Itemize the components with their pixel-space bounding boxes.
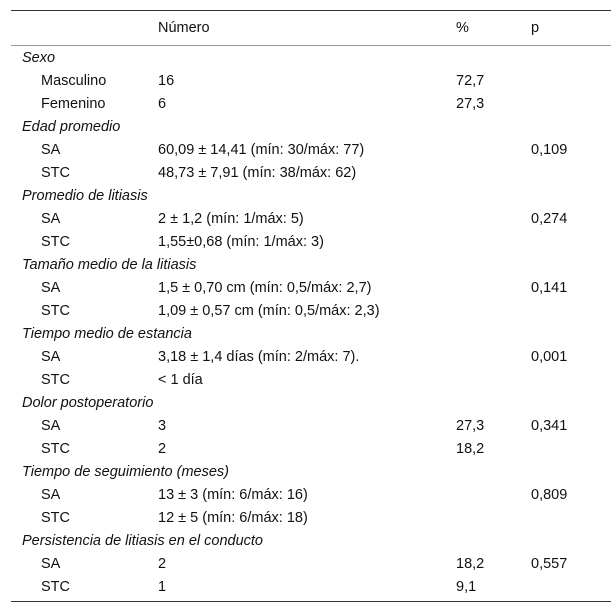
row-numero: 1,5 ± 0,70 cm (mín: 0,5/máx: 2,7): [158, 280, 372, 296]
row-label: STC: [41, 372, 70, 388]
row-p-value: 0,809: [531, 487, 568, 503]
header-numero: Número: [158, 20, 210, 36]
row-percent: 72,7: [456, 73, 485, 89]
table-row: [11, 70, 611, 93]
header-row: [11, 11, 611, 45]
row-numero: 12 ± 5 (mín: 6/máx: 18): [158, 510, 308, 526]
row-numero: 3,18 ± 1,4 días (mín: 2/máx: 7).: [158, 349, 360, 365]
row-numero: 1,55±0,68 (mín: 1/máx: 3): [158, 234, 324, 250]
row-label: SA: [41, 211, 61, 227]
row-label: STC: [41, 510, 70, 526]
row-p-value: 0,001: [531, 349, 568, 365]
group-title: Tiempo de seguimiento (meses): [22, 464, 229, 480]
table-body: [11, 46, 611, 601]
group-row: [11, 461, 611, 484]
row-label: SA: [41, 556, 61, 572]
row-numero: 2 ± 1,2 (mín: 1/máx: 5): [158, 211, 304, 227]
table-row: [11, 208, 611, 231]
row-label: SA: [41, 487, 61, 503]
row-percent: 18,2: [456, 556, 485, 572]
row-percent: 9,1: [456, 579, 477, 595]
row-numero: 1: [158, 579, 167, 595]
group-row: [11, 47, 611, 70]
table-row: [11, 231, 611, 254]
table-row: [11, 162, 611, 185]
row-p-value: 0,557: [531, 556, 568, 572]
table-row: [11, 346, 611, 369]
row-percent: 18,2: [456, 441, 485, 457]
row-numero: 16: [158, 73, 175, 89]
row-label: STC: [41, 579, 70, 595]
row-percent: 27,3: [456, 418, 485, 434]
row-numero: 6: [158, 96, 167, 112]
row-label: STC: [41, 441, 70, 457]
bottom-rule: [11, 601, 611, 602]
row-numero: 1,09 ± 0,57 cm (mín: 0,5/máx: 2,3): [158, 303, 380, 319]
row-label: SA: [41, 280, 61, 296]
table-row: [11, 369, 611, 392]
row-numero: < 1 día: [158, 372, 203, 388]
row-label: SA: [41, 349, 61, 365]
header-percent: %: [456, 20, 469, 36]
group-title: Persistencia de litiasis en el conducto: [22, 533, 263, 549]
group-row: [11, 185, 611, 208]
group-row: [11, 323, 611, 346]
table-row: [11, 438, 611, 461]
row-numero: 2: [158, 556, 167, 572]
row-label: SA: [41, 418, 61, 434]
table-row: [11, 553, 611, 576]
row-numero: 60,09 ± 14,41 (mín: 30/máx: 77): [158, 142, 365, 158]
row-numero: 3: [158, 418, 167, 434]
row-p-value: 0,341: [531, 418, 568, 434]
row-label: SA: [41, 142, 61, 158]
table-row: [11, 507, 611, 530]
row-percent: 27,3: [456, 96, 485, 112]
row-numero: 48,73 ± 7,91 (mín: 38/máx: 62): [158, 165, 357, 181]
group-title: Edad promedio: [22, 119, 121, 135]
group-title: Promedio de litiasis: [22, 188, 148, 204]
group-row: [11, 530, 611, 553]
results-table: [11, 10, 611, 602]
table-row: [11, 576, 611, 599]
group-title: Sexo: [22, 50, 56, 66]
row-numero: 2: [158, 441, 167, 457]
table-row: [11, 300, 611, 323]
table-row: [11, 277, 611, 300]
group-title: Tamaño medio de la litiasis: [22, 257, 197, 273]
row-label: Masculino: [41, 73, 107, 89]
table-row: [11, 93, 611, 116]
header-p-value: p: [531, 20, 540, 36]
row-p-value: 0,141: [531, 280, 568, 296]
row-p-value: 0,109: [531, 142, 568, 158]
row-label: STC: [41, 234, 70, 250]
table-row: [11, 139, 611, 162]
group-row: [11, 116, 611, 139]
row-label: STC: [41, 303, 70, 319]
group-title: Dolor postoperatorio: [22, 395, 154, 411]
row-numero: 13 ± 3 (mín: 6/máx: 16): [158, 487, 308, 503]
row-p-value: 0,274: [531, 211, 568, 227]
table-row: [11, 484, 611, 507]
group-row: [11, 392, 611, 415]
group-row: [11, 254, 611, 277]
row-label: Femenino: [41, 96, 106, 112]
row-label: STC: [41, 165, 70, 181]
group-title: Tiempo medio de estancia: [22, 326, 192, 342]
table-row: [11, 415, 611, 438]
